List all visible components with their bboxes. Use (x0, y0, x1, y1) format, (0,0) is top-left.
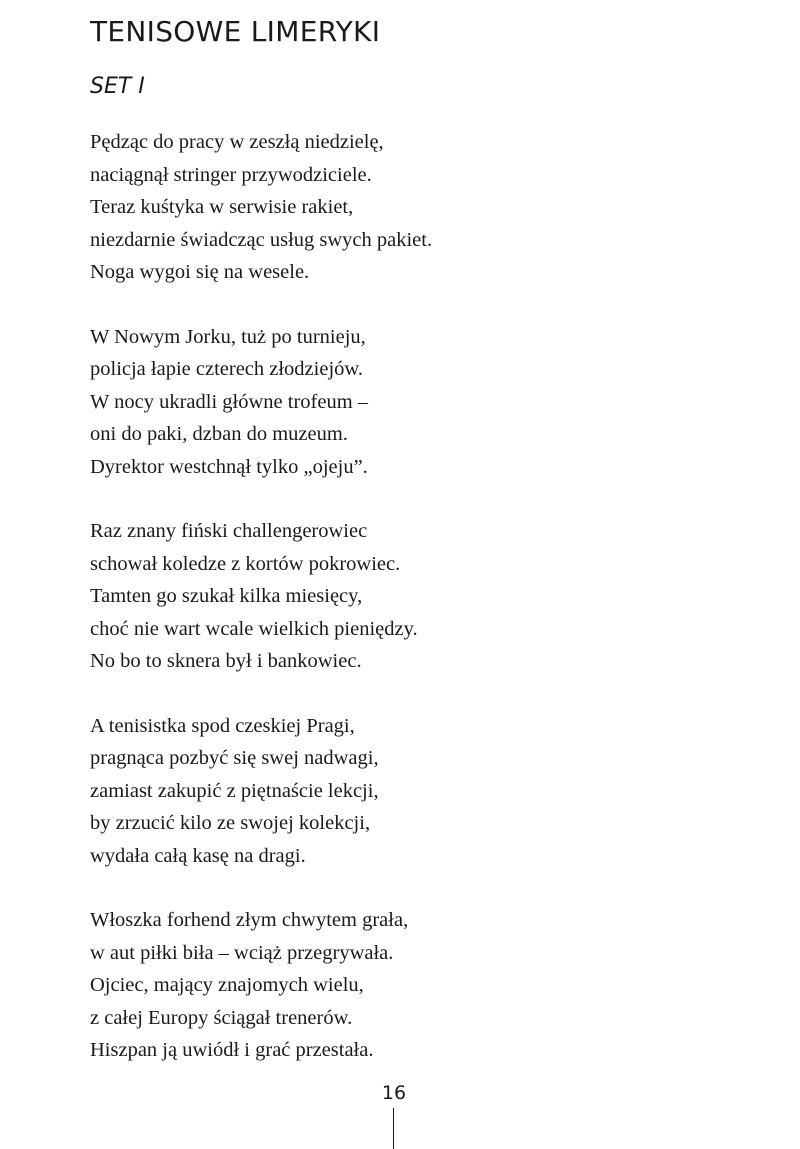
poem-body (90, 126, 770, 1099)
verse-line: by zrzucić kilo ze swojej kolekcji, (90, 812, 371, 834)
verse-line: Dyrektor westchnął tylko „ojeju”. (90, 455, 368, 478)
page-number: 16 (381, 1082, 407, 1104)
verse-line: Hiszpan ją uwiódł i grać przestała. (90, 1039, 374, 1061)
verse-line: w aut piłki biła – wciąż przegrywała. (90, 941, 394, 964)
verse-line: naciągnął stringer przywodziciele. (90, 163, 372, 186)
verse-line: Ojciec, mający znajomych wielu, (90, 974, 364, 996)
verse-line: Pędząc do pracy w zeszłą niedzielę, (90, 131, 384, 153)
verse-line: Raz znany fiński challengerowiec (90, 520, 368, 542)
stanza (90, 710, 770, 873)
section-title: SET I (90, 74, 145, 99)
page-number-rule (393, 1108, 394, 1149)
verse-line: W nocy ukradli główne trofeum – (90, 390, 369, 413)
stanza (90, 321, 770, 484)
verse-line: choć nie wart wcale wielkich pieniędzy. (90, 617, 418, 640)
verse-line: zamiast zakupić z piętnaście lekcji, (90, 779, 379, 802)
verse-line: Teraz kuśtyka w serwisie rakiet, (90, 196, 354, 218)
page-title: TENISOWE LIMERYKI (90, 15, 381, 48)
verse-line: Tamten go szukał kilka miesięcy, (90, 585, 363, 607)
verse-line: Noga wygoi się na wesele. (90, 261, 310, 283)
verse-line: policja łapie czterech złodziejów. (90, 358, 363, 380)
verse-line: No bo to sknera był i bankowiec. (90, 650, 362, 672)
verse-line: W Nowym Jorku, tuż po turnieju, (90, 325, 366, 348)
verse-line: schował koledze z kortów pokrowiec. (90, 552, 401, 575)
stanza (90, 126, 770, 289)
stanza (90, 515, 770, 678)
verse-line: A tenisistka spod czeskiej Pragi, (90, 714, 355, 737)
verse-line: Włoszka forhend złym chwytem grała, (90, 909, 409, 931)
verse-line: pragnąca pozbyć się swej nadwagi, (90, 747, 379, 769)
verse-line: oni do paki, dzban do muzeum. (90, 423, 348, 445)
stanza (90, 904, 770, 1067)
verse-line: niezdarnie świadcząc usług swych pakiet. (90, 228, 433, 251)
verse-line: wydała całą kasę na dragi. (90, 844, 306, 867)
verse-line: z całej Europy ściągał trenerów. (90, 1006, 353, 1029)
